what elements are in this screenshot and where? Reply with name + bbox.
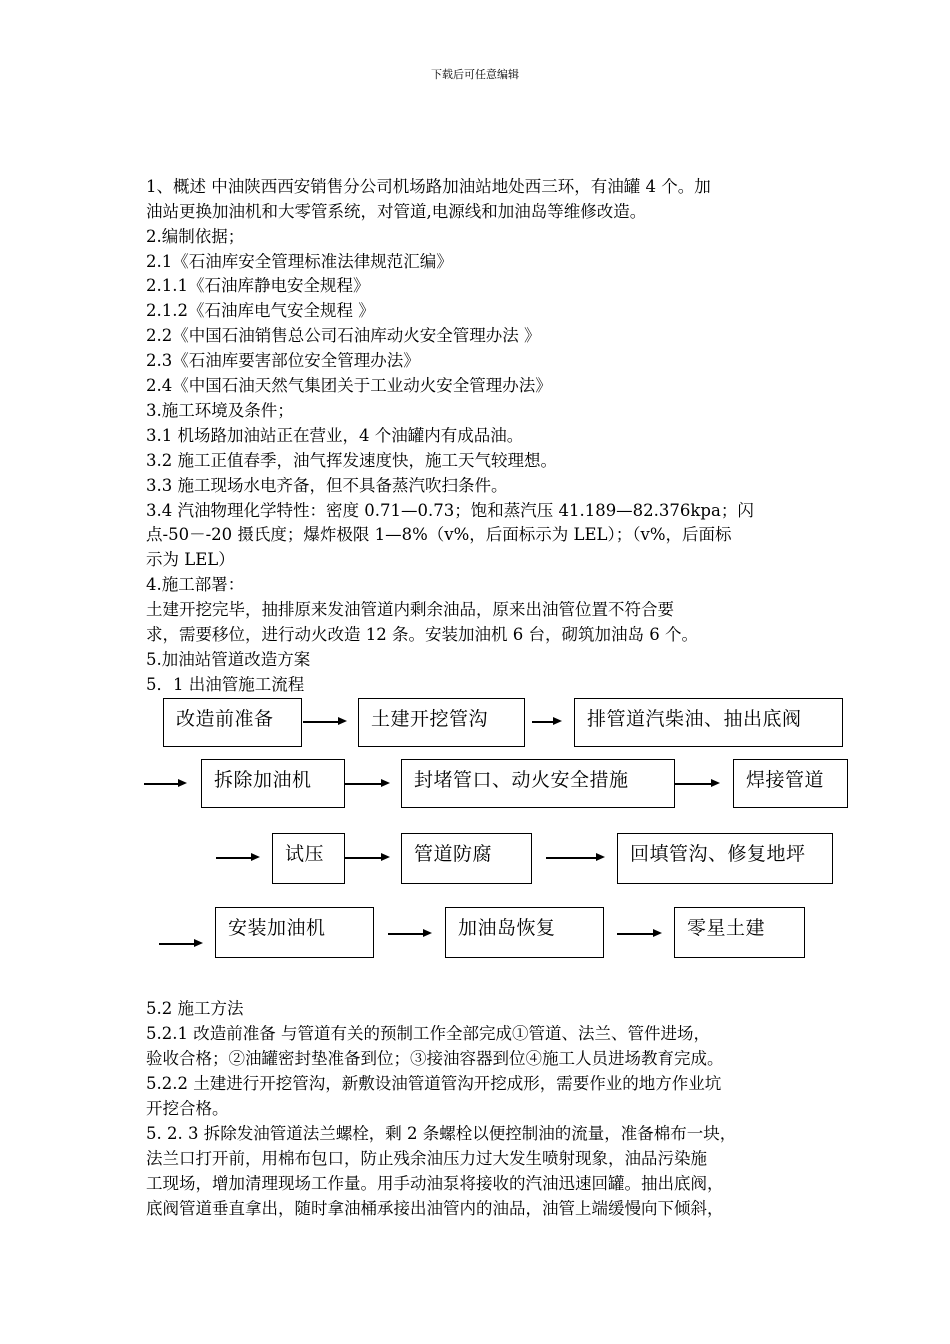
text-line: 示为 LEL）	[146, 550, 235, 569]
flow-arrow	[675, 783, 720, 785]
flow-arrow	[216, 857, 260, 859]
flow-arrow	[345, 857, 390, 859]
text-line: 2.1.2《石油库电气安全规程 》	[146, 301, 375, 320]
text-line: 底阀管道垂直拿出，随时拿油桶承接出油管内的油品，油管上端缓慢向下倾斜，	[146, 1199, 724, 1218]
text-line: 5.2.2 土建进行开挖管沟，新敷设油管道管沟开挖成形，需要作业的地方作业坑	[146, 1074, 722, 1093]
text-line: 油站更换加油机和大零管系统，对管道,电源线和加油岛等维修改造。	[146, 202, 647, 221]
text-line: 3.施工环境及条件；	[146, 401, 294, 420]
text-line: 5.2.1 改造前准备 与管道有关的预制工作全部完成①管道、法兰、管件进场，	[146, 1024, 710, 1043]
flow-arrow	[617, 933, 662, 935]
flow-arrow	[159, 943, 203, 945]
text-line: 3.3 施工现场水电齐备，但不具备蒸汽吹扫条件。	[146, 476, 508, 495]
text-line: 5.2 施工方法	[146, 999, 244, 1018]
text-line: 3.1 机场路加油站正在营业，4 个油罐内有成品油。	[146, 426, 524, 445]
text-line: 3.4 汽油物理化学特性：密度 0.71—0.73；饱和蒸汽压 41.189—82.376kpa；闪	[146, 501, 754, 520]
flow-arrow	[388, 933, 432, 935]
text-line: 1、概述 中油陕西西安销售分公司机场路加油站地处西三环，有油罐 4 个。加	[146, 177, 711, 196]
page-header: 下载后可任意编辑	[431, 68, 519, 81]
text-line: 5.加油站管道改造方案	[146, 650, 311, 669]
flow-box-island: 加油岛恢复	[445, 907, 604, 958]
text-line: 点-50－-20 摄氏度；爆炸极限 1—8%（v%，后面标示为 LEL）；（v%，后面标	[146, 525, 732, 544]
text-line: 2.1.1《石油库静电安全规程》	[146, 276, 370, 295]
flow-arrow	[546, 857, 605, 859]
flow-box-excavate: 土建开挖管沟	[358, 698, 525, 747]
flow-box-pressure-test: 试压	[272, 833, 345, 884]
flow-arrow	[345, 783, 390, 785]
text-line: 2.1《石油库安全管理标准法律规范汇编》	[146, 252, 453, 271]
text-line: 5. 2. 3 拆除发油管道法兰螺栓，剩 2 条螺栓以便控制油的流量，准备棉布一块，	[146, 1124, 737, 1143]
text-line: 2.3《石油库要害部位安全管理办法》	[146, 351, 420, 370]
text-line: 2.2《中国石油销售总公司石油库动火安全管理办法 》	[146, 326, 541, 345]
text-line: 2.编制依据；	[146, 227, 245, 246]
text-line: 工现场，增加清理现场工作量。用手动油泵将接收的汽油迅速回罐。抽出底阀，	[146, 1174, 724, 1193]
flow-box-weld: 焊接管道	[733, 759, 848, 808]
flow-box-prepare: 改造前准备	[163, 698, 302, 747]
flow-box-install-dispenser: 安装加油机	[215, 907, 374, 958]
text-line: 3.2 施工正值春季，油气挥发速度快，施工天气较理想。	[146, 451, 557, 470]
flow-box-backfill: 回填管沟、修复地坪	[617, 833, 833, 884]
flow-box-drain: 排管道汽柴油、抽出底阀	[574, 698, 843, 747]
text-line: 5．1 出油管施工流程	[146, 675, 305, 694]
text-line: 土建开挖完毕，抽排原来发油管道内剩余油品，原来出油管位置不符合要	[146, 600, 674, 619]
text-line: 求，需要移位，进行动火改造 12 条。安装加油机 6 台，砌筑加油岛 6 个。	[146, 625, 698, 644]
text-line: 4.施工部署：	[146, 575, 245, 594]
text-line: 2.4《中国石油天然气集团关于工业动火安全管理办法》	[146, 376, 552, 395]
flow-arrow	[303, 721, 347, 723]
flow-arrow	[144, 783, 187, 785]
flow-box-civil: 零星土建	[674, 907, 805, 958]
flow-box-remove-dispenser: 拆除加油机	[201, 759, 345, 808]
flow-box-seal: 封堵管口、动火安全措施	[401, 759, 675, 808]
flow-box-anticorrosion: 管道防腐	[401, 833, 532, 884]
text-line: 法兰口打开前，用棉布包口，防止残余油压力过大发生喷射现象，油品污染施	[146, 1149, 707, 1168]
text-line: 验收合格；②油罐密封垫准备到位；③接油容器到位④施工人员进场教育完成。	[146, 1049, 724, 1068]
text-line: 开挖合格。	[146, 1099, 229, 1118]
flow-arrow	[532, 721, 562, 723]
